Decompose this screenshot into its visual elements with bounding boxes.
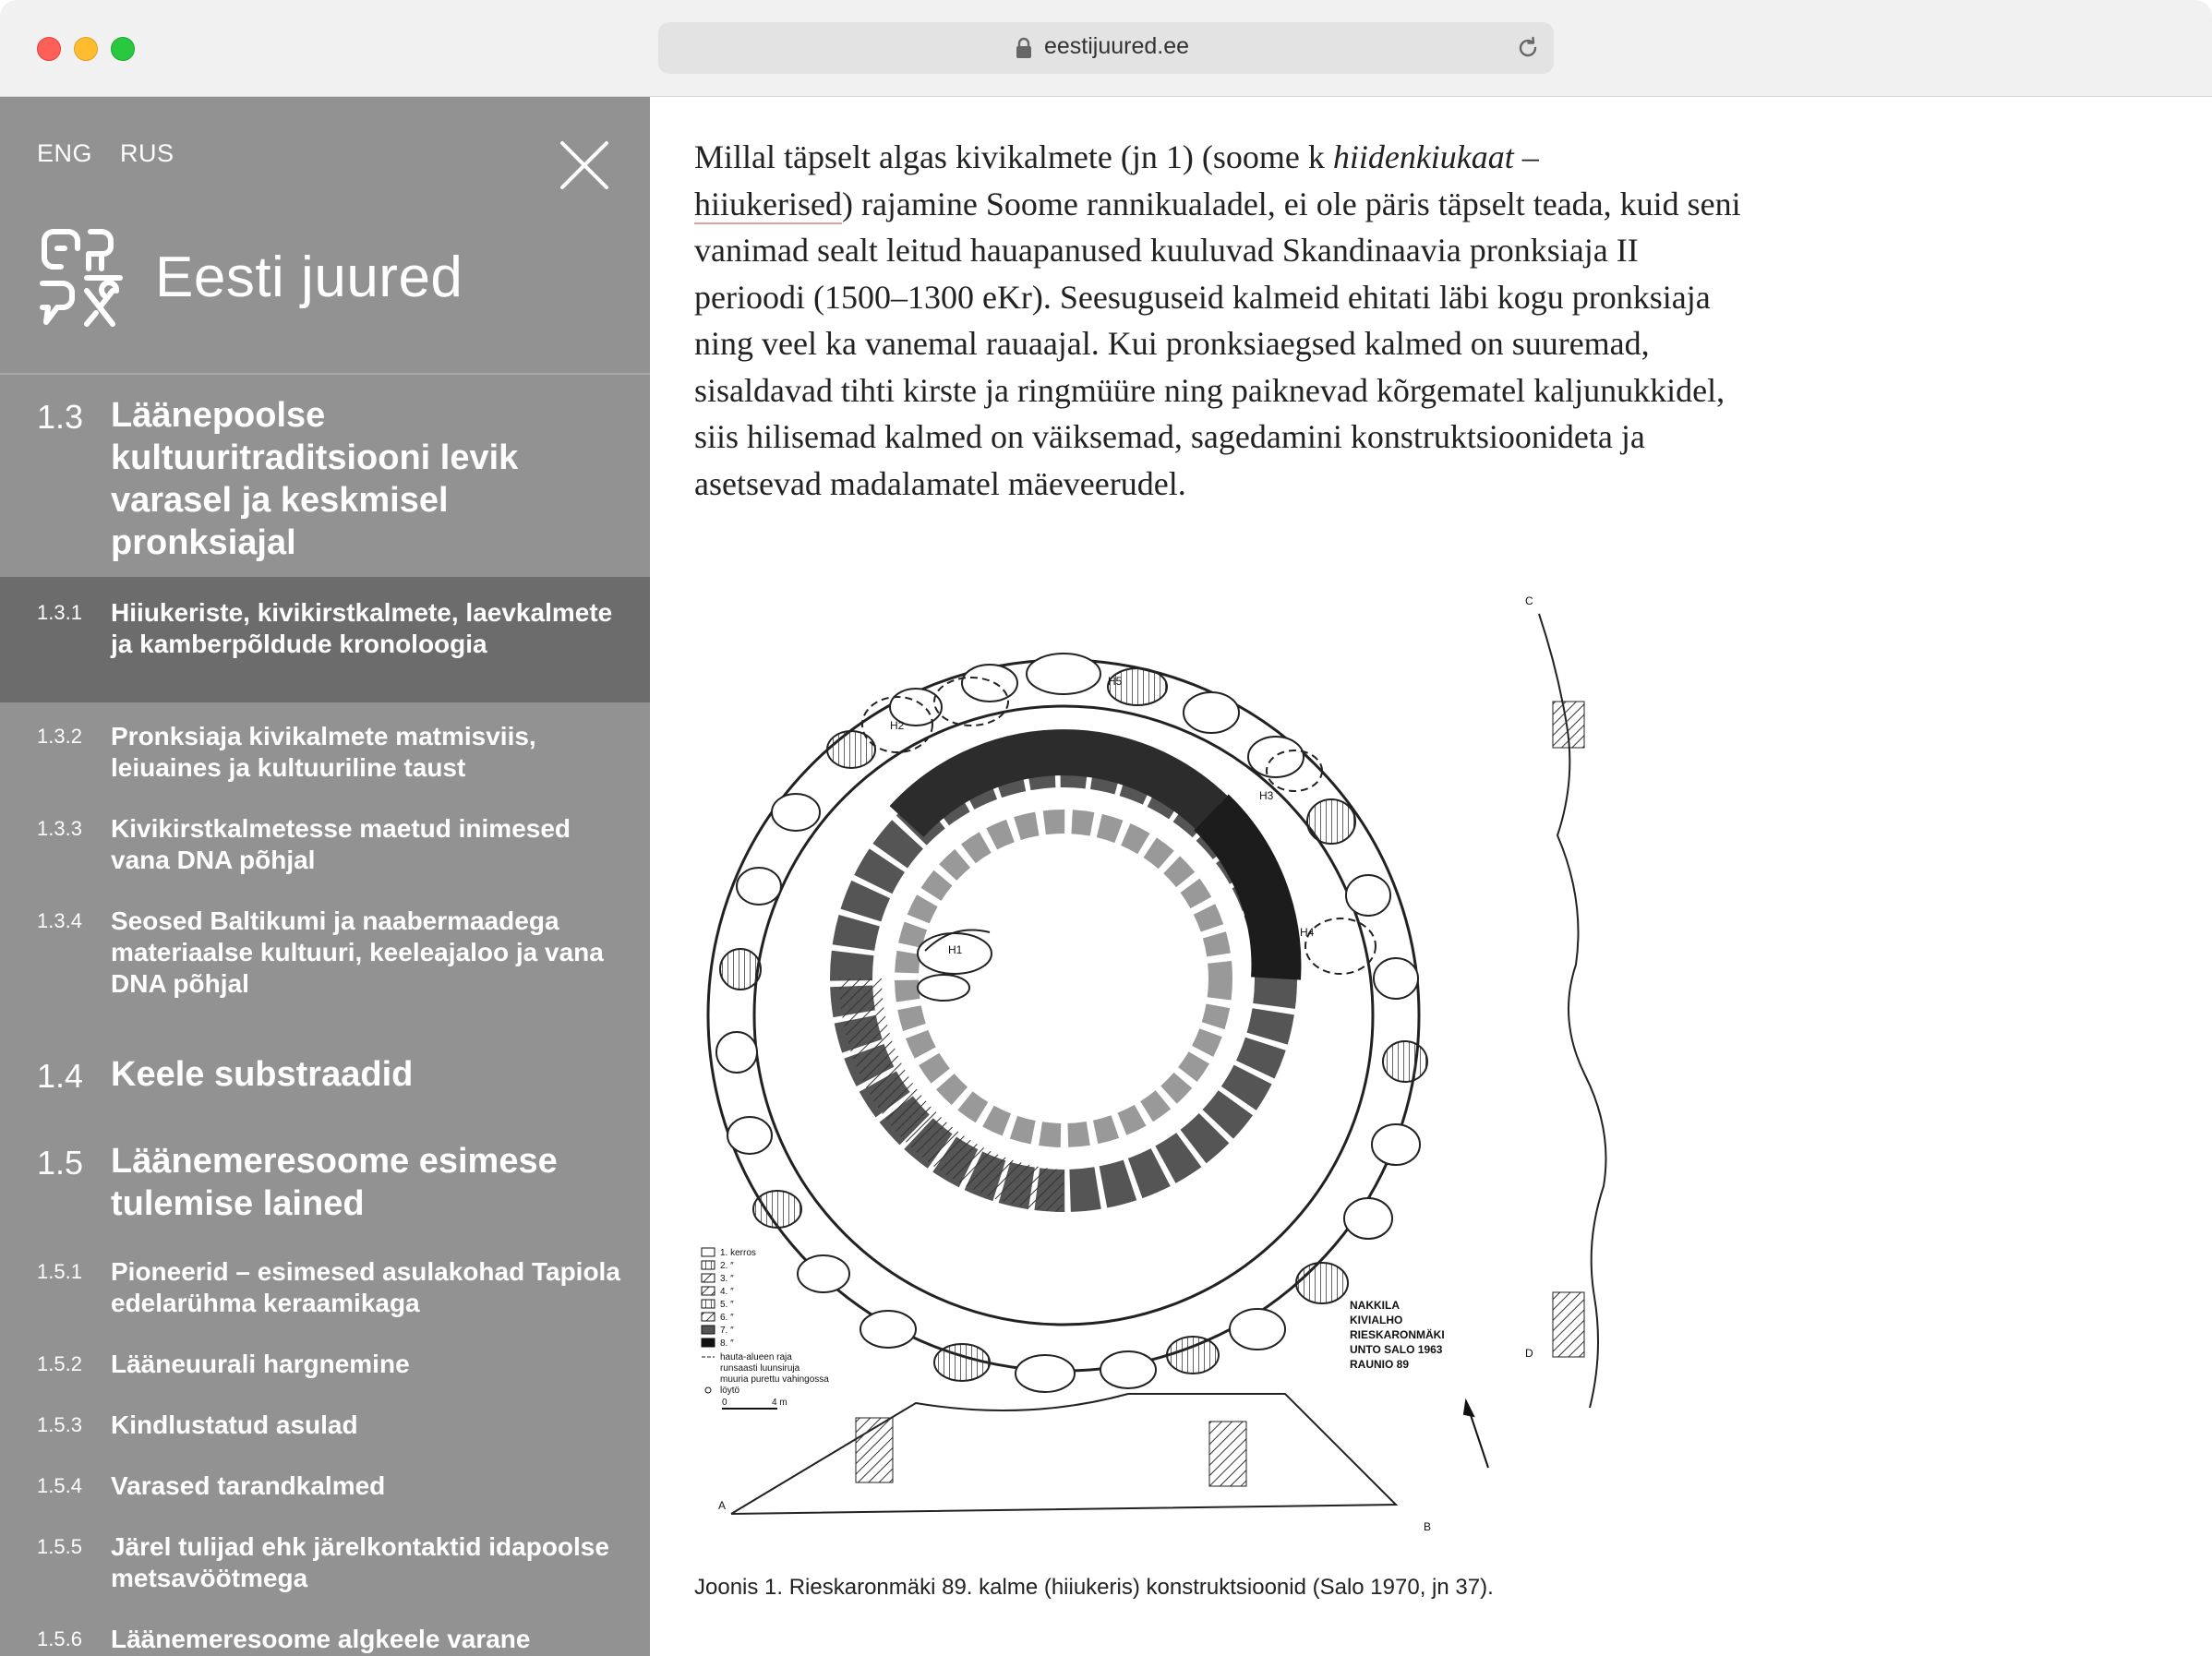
legend-item: 7. ″ xyxy=(720,1326,734,1336)
nav-item-number: 1.4 xyxy=(37,1057,84,1095)
profile-stone xyxy=(1209,1422,1246,1486)
lang-eng-link[interactable]: ENG xyxy=(37,139,93,167)
nav-item-number: 1.5.1 xyxy=(37,1260,82,1283)
paragraph-text-rest: ) rajamine Soome rannikualadel, ei ole päris täpselt teada, kuid seni vanimad sealt leitud hauapanused kuuluvad Skandinaavia pronksiaja II perioodi (1500–1300 eKr). Seesuguseid kalmeid ehitati läbi kogu pronksiaja ning veel ka vanemal rauaajal. Kui pronksiaegsed kalmed on suuremad, sisaldavad tihti kirste ja ringmüüre ning paiknevad kõrgematel kaljunukkidel, siis hilisemad kalmed on väiksemad, sagedamini konstruktsioonideta ja asetsevad madalamatel mäeveerudel. xyxy=(694,185,1741,502)
article-paragraph xyxy=(694,134,1756,507)
nav-item-1-3-1[interactable] xyxy=(0,577,650,702)
nav-item-label: Järel tulijad ehk järelkontaktid idapoolse metsavöötmega xyxy=(111,1532,609,1592)
label-a: A xyxy=(718,1499,727,1512)
legend-item: 6. ″ xyxy=(720,1313,734,1323)
legend-swatch xyxy=(702,1338,715,1347)
address-bar[interactable] xyxy=(658,22,1554,74)
burial-plan-figure xyxy=(694,591,1664,1560)
minimize-window-button[interactable] xyxy=(74,37,98,61)
legend-item: runsaasti luunsiruja xyxy=(720,1363,800,1374)
nav-item-label: Läänemeresoome esimese tulemise lained xyxy=(111,1142,558,1223)
nav-item-1-5-3[interactable] xyxy=(0,1410,650,1446)
nav-item-number: 1.3.4 xyxy=(37,909,82,932)
scale-end: 4 m xyxy=(772,1398,787,1408)
legend-item: 5. ″ xyxy=(720,1300,734,1310)
legend-swatch xyxy=(702,1248,715,1256)
label-c: C xyxy=(1525,594,1533,607)
legend-item: 8. ″ xyxy=(720,1338,734,1349)
legend-item: 2. ″ xyxy=(720,1261,734,1271)
nav-item-1-3-2[interactable] xyxy=(0,721,650,795)
paragraph-text-start: Millal täpselt algas kivikalmete (jn 1) (soome k xyxy=(694,138,1333,175)
scale-start: 0 xyxy=(722,1398,727,1408)
nav-item-label: Pioneerid – esimesed asulakohad Tapiola edelarühma keraamikaga xyxy=(111,1257,620,1317)
finnish-term: hiidenkiukaat xyxy=(1332,138,1514,175)
legend-item: 4. ″ xyxy=(720,1287,734,1297)
legend-swatch xyxy=(702,1326,715,1334)
paragraph-dash: – xyxy=(1513,138,1539,175)
nav-item-number: 1.5.4 xyxy=(37,1474,82,1497)
stamp-line: RIESKARONMÄKI xyxy=(1350,1328,1445,1341)
nav-item-label: Kivikirstkalmetesse maetud inimesed vana DNA põhjal xyxy=(111,814,571,874)
nav-item-number: 1.3.2 xyxy=(37,725,82,748)
nav-item-1-5[interactable] xyxy=(0,1140,650,1232)
site-title[interactable]: Eesti juured xyxy=(155,246,463,309)
nav-item-label: Pronksiaja kivikalmete matmisviis, leiuaines ja kultuuriline taust xyxy=(111,722,536,782)
legend-swatch xyxy=(702,1274,715,1282)
nav-item-label: Keele substraadid xyxy=(111,1055,414,1094)
sidebar-divider xyxy=(0,373,650,375)
figure-caption: Joonis 1. Rieskaronmäki 89. kalme (hiiukeris) konstruktsioonid (Salo 1970, jn 37). xyxy=(694,1575,1494,1600)
legend-item: hauta-alueen raja xyxy=(720,1352,792,1362)
nav-item-number: 1.5.3 xyxy=(37,1413,82,1436)
profile-stone xyxy=(856,1418,893,1482)
nav-item-number: 1.3 xyxy=(37,398,84,436)
legend-item: 3. ″ xyxy=(720,1274,734,1284)
site-logo-icon xyxy=(35,228,127,328)
nav-item-label: Lääneuurali hargnemine xyxy=(111,1350,410,1378)
nav-item-label: Hiiukeriste, kivikirstkalmete, laevkalmete ja kamberpõldude kronoloogia xyxy=(111,598,613,658)
nav-item-number: 1.3.1 xyxy=(37,601,82,624)
stamp-line: KIVIALHO xyxy=(1350,1314,1403,1326)
nav-item-1-3-4[interactable] xyxy=(0,906,650,1007)
label-h5: H5 xyxy=(1108,675,1123,688)
stamp-line: NAKKILA xyxy=(1350,1299,1400,1312)
profile-stone xyxy=(1553,1292,1584,1357)
nav-item-number: 1.3.3 xyxy=(37,817,82,840)
nav-item-number: 1.5.5 xyxy=(37,1535,82,1558)
url-text: eestijuured.ee xyxy=(1044,33,1190,59)
nav-item-label: Läänepoolse kultuuritraditsiooni levik varasel ja keskmisel pronksiajal xyxy=(111,396,519,562)
nav-item-1-5-4[interactable] xyxy=(0,1470,650,1507)
nav-item-label: Kindlustatud asulad xyxy=(111,1410,358,1439)
label-d: D xyxy=(1525,1347,1533,1360)
lock-icon xyxy=(1014,37,1034,59)
browser-titlebar xyxy=(0,0,2212,97)
legend-swatch xyxy=(702,1287,715,1295)
nav-item-label: Seosed Baltikumi ja naabermaadega materiaalse kultuuri, keeleajaloo ja vana DNA põhjal xyxy=(111,906,604,998)
nav-item-1-5-5[interactable] xyxy=(0,1531,650,1602)
label-h2: H2 xyxy=(890,719,905,732)
glossary-link[interactable]: hiiukerised xyxy=(694,185,842,222)
nav-item-1-5-1[interactable] xyxy=(0,1256,650,1326)
label-b: B xyxy=(1424,1520,1432,1533)
legend-swatch xyxy=(702,1261,715,1269)
legend-item: löytö xyxy=(720,1386,740,1396)
nav-item-number: 1.5.2 xyxy=(37,1352,82,1375)
close-window-button[interactable] xyxy=(37,37,61,61)
legend-item: muuria purettu vahingossa xyxy=(720,1374,829,1385)
nav-item-label: Varased tarandkalmed xyxy=(111,1471,386,1500)
legend-item: 1. kerros xyxy=(720,1248,756,1258)
nav-item-number: 1.5.6 xyxy=(37,1627,82,1650)
label-h1: H1 xyxy=(948,943,963,956)
navigation-sidebar xyxy=(0,97,650,1656)
label-h4: H4 xyxy=(1300,926,1315,939)
nav-item-1-4[interactable] xyxy=(0,1053,650,1105)
lang-rus-link[interactable]: RUS xyxy=(120,139,174,167)
label-h3: H3 xyxy=(1259,789,1274,802)
nav-item-1-5-6[interactable] xyxy=(0,1624,650,1656)
close-menu-icon[interactable] xyxy=(559,139,610,191)
nav-item-1-3-3[interactable] xyxy=(0,813,650,887)
stamp-line: UNTO SALO 1963 xyxy=(1350,1343,1443,1356)
zoom-window-button[interactable] xyxy=(111,37,135,61)
nav-item-number: 1.5 xyxy=(37,1144,84,1182)
legend-swatch xyxy=(702,1300,715,1308)
legend-swatch xyxy=(702,1313,715,1321)
article-body xyxy=(694,134,1756,507)
nav-item-1-5-2[interactable] xyxy=(0,1349,650,1386)
profile-stone xyxy=(1553,702,1584,748)
nav-item-label: Läänemeresoome algkeele varane xyxy=(111,1625,531,1653)
stamp-line: RAUNIO 89 xyxy=(1350,1358,1410,1371)
reload-icon[interactable] xyxy=(1515,35,1541,61)
